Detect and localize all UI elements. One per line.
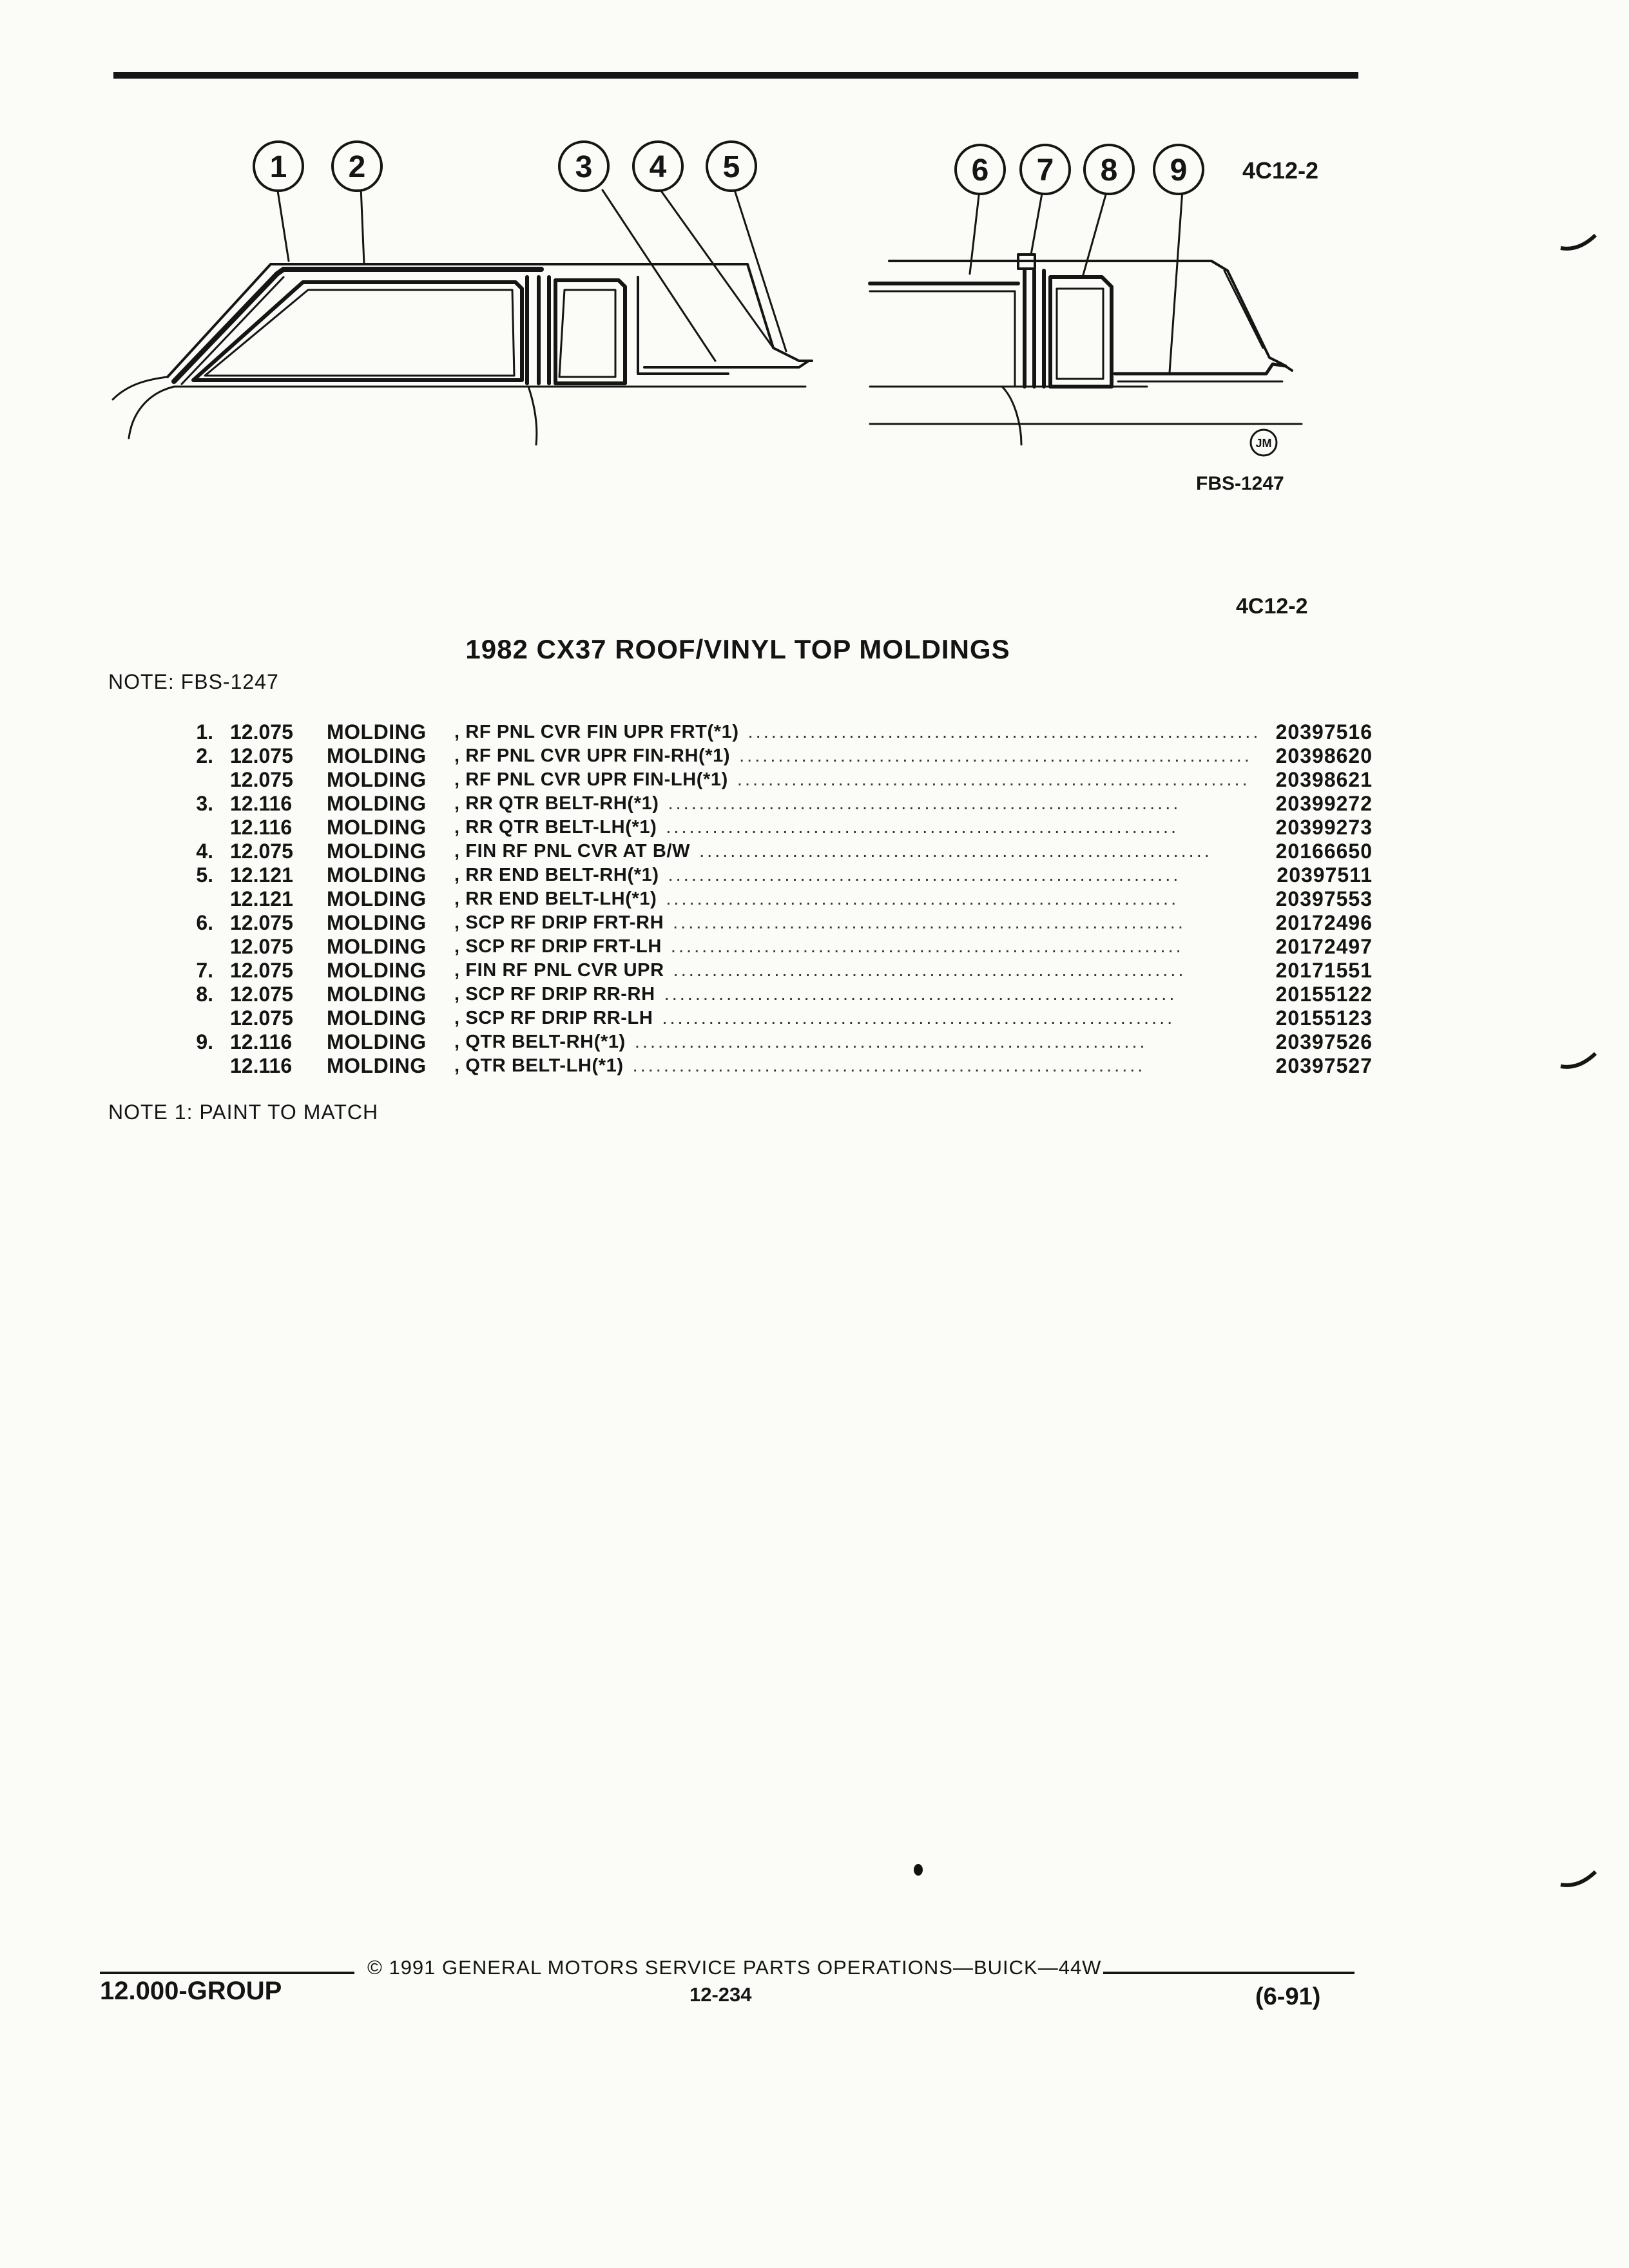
leader-dots: .................................................................. <box>739 745 1252 766</box>
item-number: 3. <box>196 792 213 815</box>
part-number: 20155122 <box>1275 983 1373 1006</box>
part-name: MOLDING <box>327 816 427 839</box>
leader-dots: .................................................................. <box>668 865 1181 885</box>
page-title: 1982 CX37 ROOF/VINYL TOP MOLDINGS <box>465 634 1010 664</box>
part-name: MOLDING <box>327 720 427 744</box>
callout-6: 6 <box>971 153 989 187</box>
item-number: 8. <box>196 983 213 1006</box>
group-number: 12.075 <box>230 983 293 1006</box>
description-text: , RF PNL CVR UPR FIN-LH(*1) <box>454 769 728 790</box>
parts-list <box>184 720 1373 1078</box>
parts-row <box>184 911 1373 935</box>
leader-dots: .................................................................. <box>634 1032 1148 1052</box>
group-number: 12.116 <box>230 816 293 839</box>
parts-row <box>184 863 1373 887</box>
callout-1: 1 <box>269 150 287 184</box>
part-name: MOLDING <box>327 792 427 815</box>
group-number: 12.075 <box>230 935 293 958</box>
leader-dots: .................................................................. <box>664 984 1177 1004</box>
description-text: , RF PNL CVR FIN UPR FRT(*1) <box>454 722 739 742</box>
item-number: 4. <box>196 840 213 863</box>
description-text: , RR QTR BELT-LH(*1) <box>454 817 657 838</box>
parts-row <box>184 1030 1373 1054</box>
leader-dots: .................................................................. <box>662 1008 1175 1028</box>
part-number: 20398620 <box>1275 744 1373 767</box>
paint-note: NOTE 1: PAINT TO MATCH <box>108 1100 379 1124</box>
callout-8: 8 <box>1100 153 1118 187</box>
part-number: 20171551 <box>1275 959 1373 982</box>
description-text: , RR QTR BELT-RH(*1) <box>454 793 659 814</box>
description-text: , QTR BELT-RH(*1) <box>454 1032 626 1052</box>
part-name: MOLDING <box>327 935 427 958</box>
parts-row <box>184 840 1373 863</box>
leader-dots: .................................................................. <box>666 817 1179 838</box>
footer-rule-left <box>100 1972 354 1974</box>
group-number: 12.075 <box>230 1006 293 1030</box>
part-number: 20397516 <box>1275 720 1373 744</box>
parts-row <box>184 935 1373 959</box>
parts-row <box>184 1006 1373 1030</box>
scan-speck <box>914 1864 923 1876</box>
page-number: 12-234 <box>689 1983 752 2006</box>
part-number: 20397511 <box>1277 863 1373 887</box>
description-text: , FIN RF PNL CVR AT B/W <box>454 841 691 861</box>
part-description <box>454 792 1286 816</box>
item-number: 6. <box>196 911 213 934</box>
part-name: MOLDING <box>327 863 427 887</box>
item-number: 7. <box>196 959 213 982</box>
leader-dots: .................................................................. <box>673 912 1186 933</box>
part-number: 20399272 <box>1275 792 1373 815</box>
description-text: , RR END BELT-LH(*1) <box>454 889 657 909</box>
binder-mark-icon <box>1559 232 1598 258</box>
artist-mark: JM <box>1255 437 1272 450</box>
part-description <box>454 935 1286 959</box>
description-text: , RF PNL CVR UPR FIN-RH(*1) <box>454 745 731 766</box>
part-number: 20399273 <box>1275 816 1373 839</box>
description-text: , SCP RF DRIP RR-RH <box>454 984 655 1004</box>
part-description <box>454 863 1286 887</box>
part-description <box>454 720 1286 744</box>
leader-dots: .................................................................. <box>666 889 1179 909</box>
group-number: 12.075 <box>230 744 293 767</box>
part-description <box>454 768 1286 792</box>
binder-mark-icon <box>1559 1050 1598 1076</box>
part-name: MOLDING <box>327 911 427 934</box>
callout-2: 2 <box>348 150 366 184</box>
group-number: 12.075 <box>230 840 293 863</box>
part-description <box>454 911 1286 935</box>
description-text: , FIN RF PNL CVR UPR <box>454 960 664 981</box>
group-number: 12.075 <box>230 720 293 744</box>
figure-note: NOTE: FBS-1247 <box>108 670 279 693</box>
part-number: 20172496 <box>1275 911 1373 934</box>
parts-row <box>184 959 1373 983</box>
parts-row <box>184 720 1373 744</box>
part-description <box>454 840 1286 863</box>
part-description <box>454 744 1286 768</box>
part-description <box>454 959 1286 983</box>
parts-row <box>184 983 1373 1006</box>
footer-copyright: © 1991 GENERAL MOTORS SERVICE PARTS OPERATIONS—BUICK—44W <box>367 1956 1102 1979</box>
item-number: 2. <box>196 744 213 767</box>
part-number: 20172497 <box>1275 935 1373 958</box>
parts-row <box>184 816 1373 840</box>
leader-dots: .................................................................. <box>737 769 1250 790</box>
section-code: 4C12-2 <box>1236 594 1308 619</box>
group-number: 12.116 <box>230 1030 293 1053</box>
description-text: , QTR BELT-LH(*1) <box>454 1055 624 1076</box>
part-description <box>454 816 1286 840</box>
leader-dots: .................................................................. <box>747 722 1261 742</box>
group-number: 12.116 <box>230 1054 293 1077</box>
group-number: 12.121 <box>230 863 293 887</box>
part-name: MOLDING <box>327 1030 427 1053</box>
part-name: MOLDING <box>327 959 427 982</box>
callout-5: 5 <box>722 150 740 184</box>
callout-7: 7 <box>1036 153 1054 187</box>
part-number: 20398621 <box>1275 768 1373 791</box>
part-name: MOLDING <box>327 1006 427 1030</box>
figure-ref: FBS-1247 <box>1196 473 1284 494</box>
footer-rule-right <box>1103 1972 1354 1974</box>
parts-row <box>184 792 1373 816</box>
leader-dots: .................................................................. <box>670 936 1184 957</box>
part-name: MOLDING <box>327 840 427 863</box>
part-name: MOLDING <box>327 1054 427 1077</box>
part-description <box>454 887 1286 911</box>
parts-row <box>184 768 1373 792</box>
group-number: 12.075 <box>230 768 293 791</box>
part-description <box>454 1054 1286 1078</box>
part-description <box>454 983 1286 1006</box>
roof-molding-illustration <box>0 0 1629 515</box>
parts-row <box>184 1054 1373 1078</box>
part-description <box>454 1030 1286 1054</box>
part-number: 20155123 <box>1275 1006 1373 1030</box>
part-name: MOLDING <box>327 983 427 1006</box>
callout-3: 3 <box>575 150 593 184</box>
description-text: , RR END BELT-RH(*1) <box>454 865 659 885</box>
figure-code: 4C12-2 <box>1242 157 1319 184</box>
group-number: 12.075 <box>230 959 293 982</box>
parts-row <box>184 744 1373 768</box>
group-number: 12.121 <box>230 887 293 910</box>
item-number: 1. <box>196 720 213 744</box>
part-name: MOLDING <box>327 744 427 767</box>
description-text: , SCP RF DRIP FRT-LH <box>454 936 662 957</box>
leader-dots: .................................................................. <box>699 841 1212 861</box>
leader-dots: .................................................................. <box>668 793 1181 814</box>
part-number: 20397526 <box>1275 1030 1373 1053</box>
part-description <box>454 1006 1286 1030</box>
part-number: 20397553 <box>1275 887 1373 910</box>
part-name: MOLDING <box>327 768 427 791</box>
leader-dots: .................................................................. <box>632 1055 1146 1076</box>
callout-4: 4 <box>649 150 667 184</box>
part-number: 20166650 <box>1275 840 1373 863</box>
description-text: , SCP RF DRIP RR-LH <box>454 1008 653 1028</box>
parts-row <box>184 887 1373 911</box>
leader-dots: .................................................................. <box>673 960 1186 981</box>
description-text: , SCP RF DRIP FRT-RH <box>454 912 664 933</box>
footer-group: 12.000-GROUP <box>100 1977 282 2005</box>
callout-9: 9 <box>1170 153 1188 187</box>
item-number: 5. <box>196 863 213 887</box>
item-number: 9. <box>196 1030 213 1053</box>
part-number: 20397527 <box>1275 1054 1373 1077</box>
group-number: 12.116 <box>230 792 293 815</box>
group-number: 12.075 <box>230 911 293 934</box>
binder-mark-icon <box>1559 1869 1598 1894</box>
part-name: MOLDING <box>327 887 427 910</box>
revision-date: (6-91) <box>1255 1983 1321 2010</box>
